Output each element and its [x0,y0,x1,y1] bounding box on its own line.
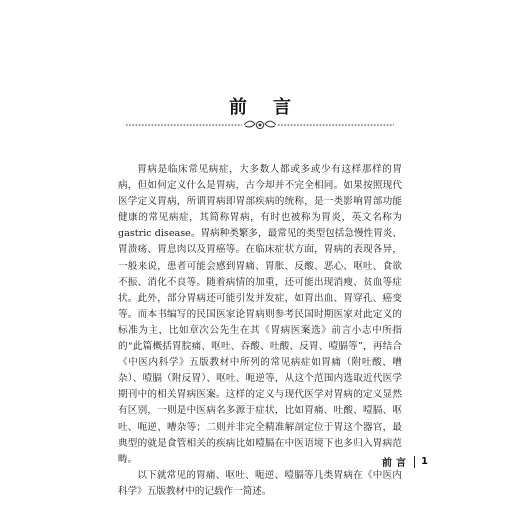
page-footer [382,454,428,469]
preface-body [118,162,402,500]
page-title: 前言 [229,97,317,118]
paragraph: 胃病是临床常见病症，大多数人都或多或少有这样那样的胃病，但如何定义什么是胃病，古今却并不完全相同。如果按照现代医学定义胃病，所谓胃病即胃部疾病的统称，是一类影响胃部功能健康的常见病症，其简称胃病，有时也被称为胃炎，英文名称为 gastric disease。胃病种类繁多，最常见的类型包括急慢性胃炎、胃溃疡、胃息肉以及胃癌等。在临床症状方面，胃病的表现各异，一般来说，患者可能会感到胃痛、胃胀、反酸、恶心、呕吐、食欲不振、消化不良等。随着病情的加重，还可能出现消瘦、贫血等症状。此外，部分胃病还可能引发并发症，如胃出血、胃穿孔、癌变等。而本书编写的民国医家论胃病则参考民国时期医家对此定义的标准为主，比如章次公先生在其《胃病医案选》前言小志中所指的“此篇概括胃脘痛、呕吐、吞酸、吐酸、反胃、噎膈等”，再结合《中医内科学》五版教材中所列的常见病症如胃痛（附吐酸、嘈杂）、噎膈（附反胃）、呕吐、呃逆等，从这个范围内选取近代医学期刊中的相关胃病医案。这样的定义与现代医学对胃病的定义显然有区别，一则是中医病名多源于症状，比如胃痛、吐酸、噎膈、呕吐、呃逆、嘈杂等；二则并非完全精准解剖定位于胃这个器官，最典型的就是食管相关的疾病比如噎膈在中医语境下也多归入胃病范畴。 [118,164,402,465]
paragraph: 以下就常见的胃痛、呕吐、呃逆、噎膈等几类胃病在《中医内科学》五版教材中的记载作一简述。 [118,469,402,497]
title-ornament-divider [124,118,396,132]
running-footer-title: 前言 [382,458,411,469]
footer-separator [414,456,415,468]
page-number: 1 [421,456,428,467]
